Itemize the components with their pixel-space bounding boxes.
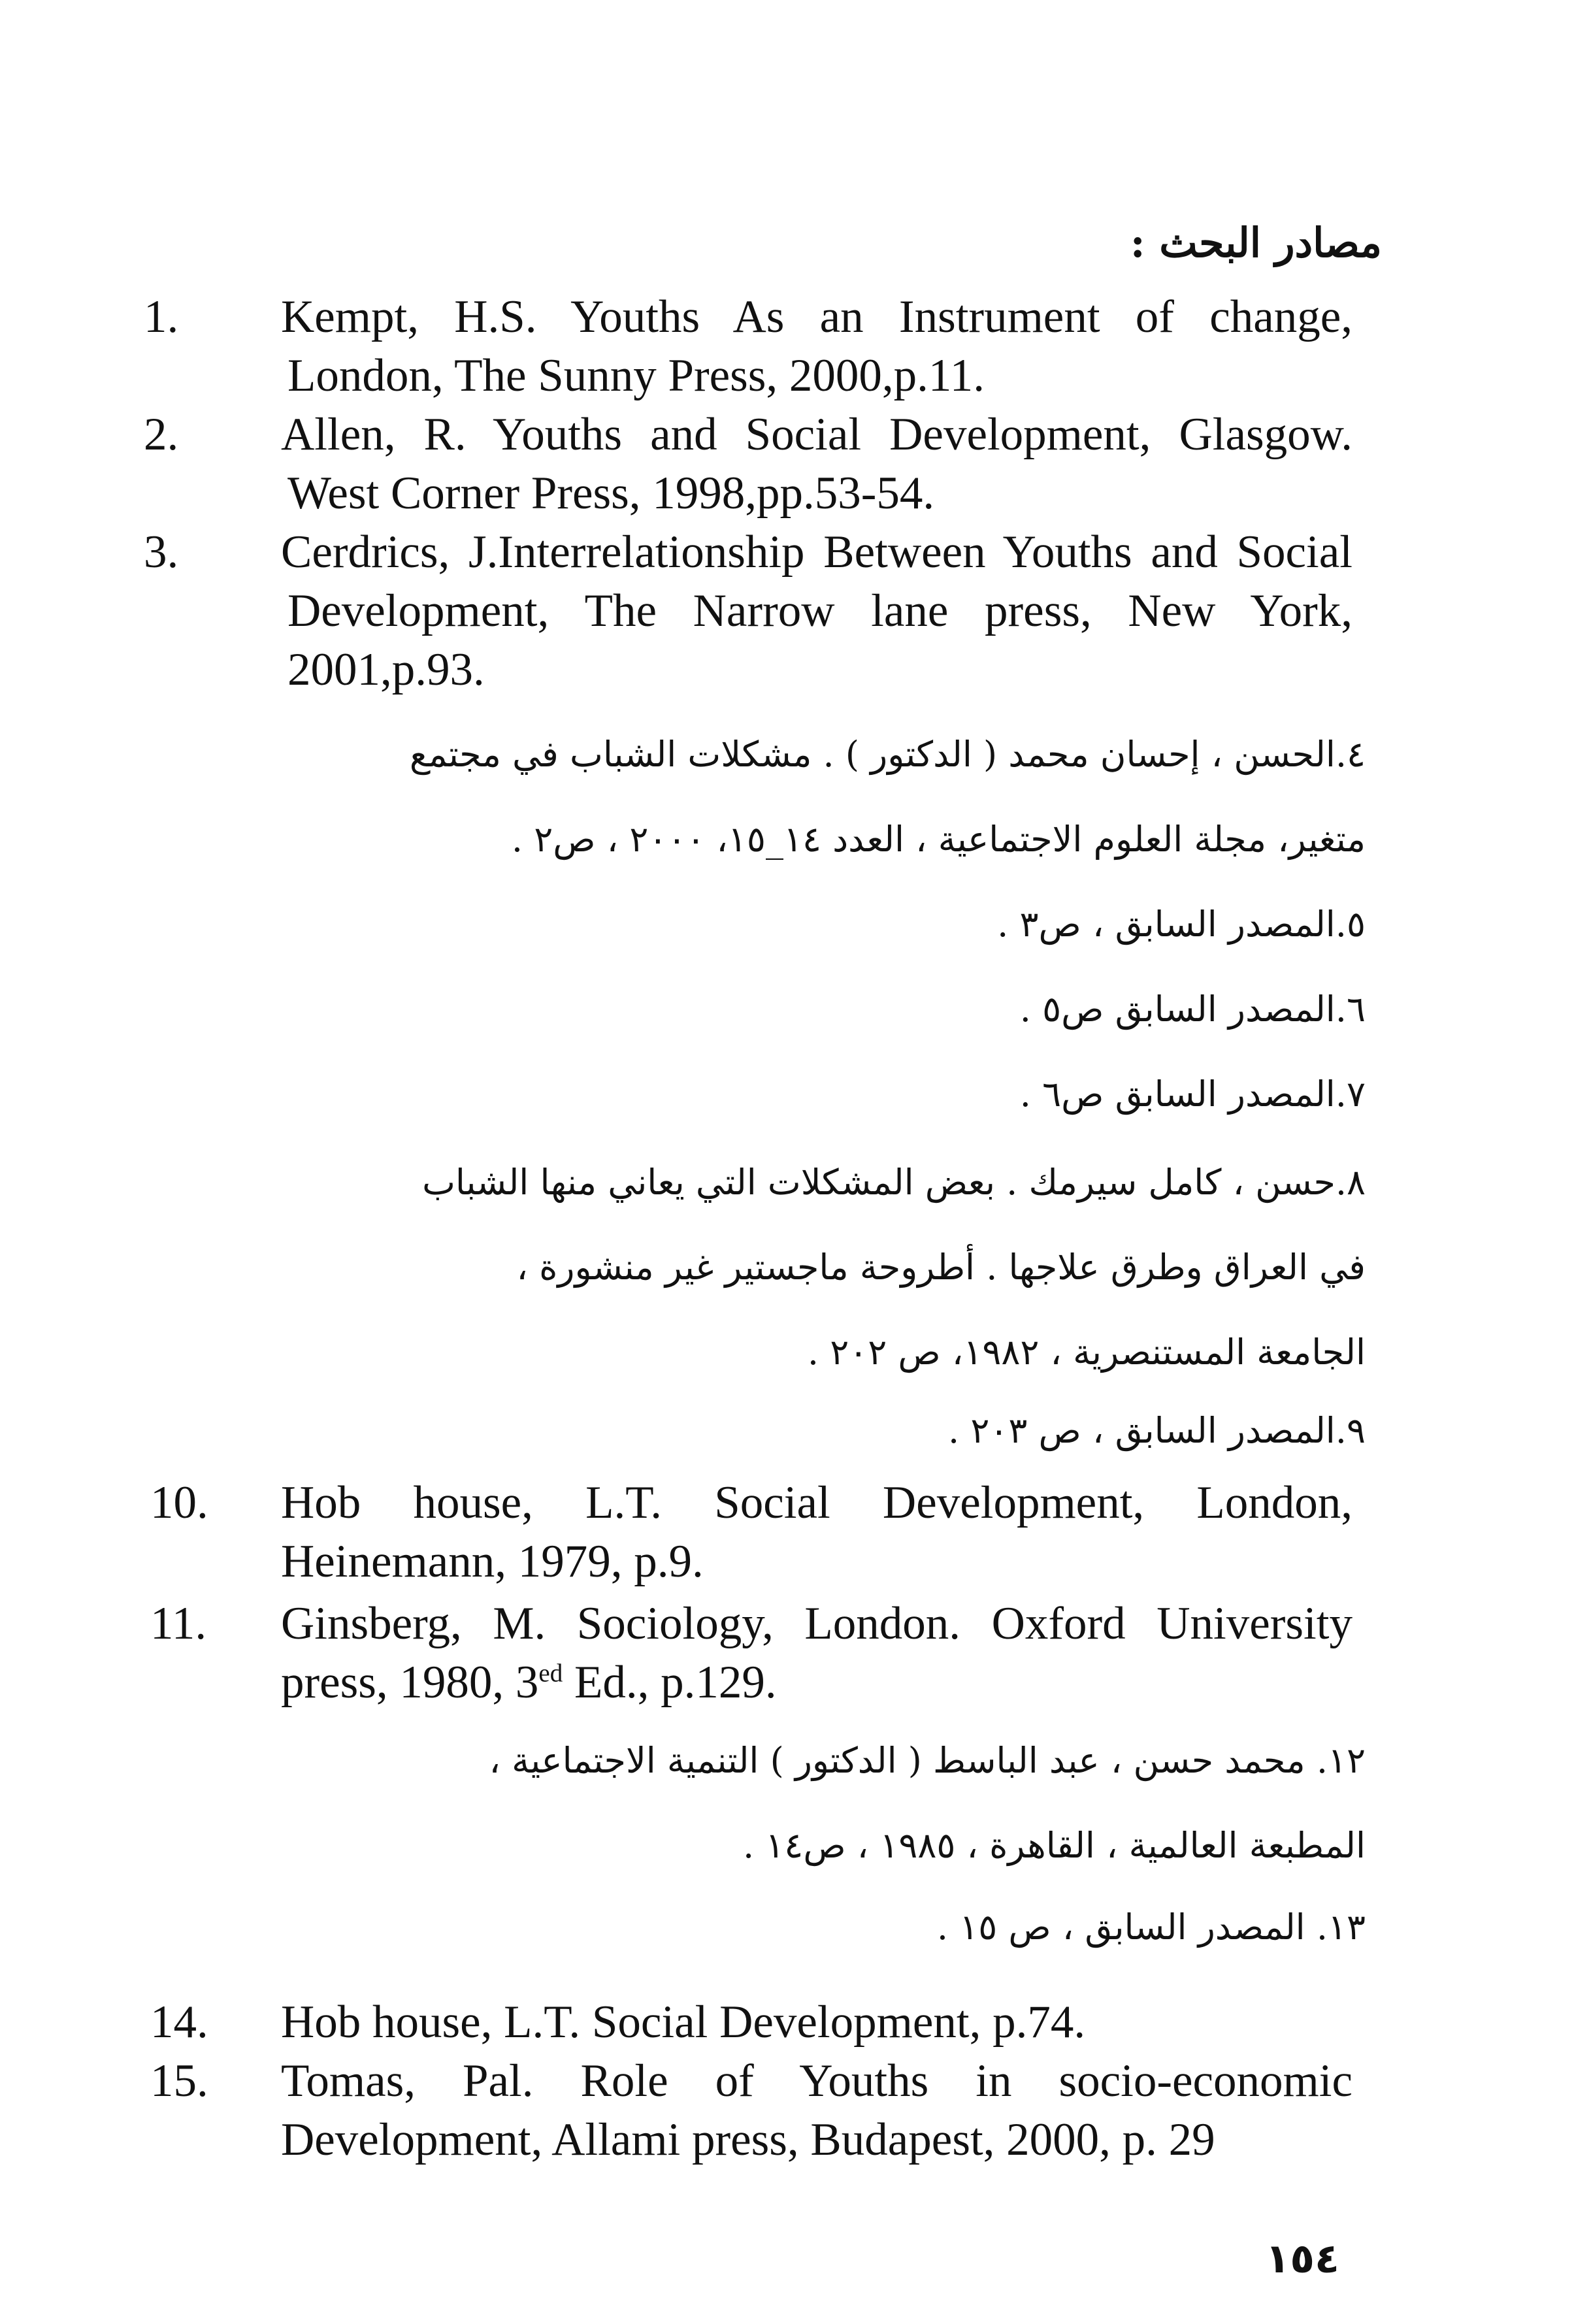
reference-line: ٨.حسن ، كامل سيرمك . بعض المشكلات التي يعاني منها الشباب xyxy=(422,1162,1366,1203)
reference-text: Hob house, L.T. Social Development, London, Heinemann, 1979, p.9. xyxy=(281,1477,1353,1587)
reference-line: ٥.المصدر السابق ، ص٣ . xyxy=(997,904,1366,945)
reference-4 xyxy=(216,712,1366,882)
reference-number: 10. xyxy=(150,1477,208,1528)
reference-10 xyxy=(150,1473,1353,1591)
page-title: مصادر البحث : xyxy=(1130,219,1382,267)
reference-number: 2. xyxy=(144,409,179,460)
reference-text: Cerdrics, J.Interrelationship Between Youths and Social Development, The Narrow lane press, New York, 2001,p.93. xyxy=(281,527,1353,695)
reference-line: متغير، مجلة العلوم الاجتماعية ، العدد ١٤_١٥، ٢٠٠٠ ، ص٢ . xyxy=(511,819,1366,860)
reference-7 xyxy=(216,1052,1366,1137)
reference-text: Kempt, H.S. Youths As an Instrument of change, London, The Sunny Press, 2000,p.11. xyxy=(281,291,1353,401)
reference-line: ٤.الحسن ، إحسان محمد ( الدكتور ) . مشكلات الشباب في مجتمع xyxy=(409,734,1366,775)
reference-9 xyxy=(216,1388,1366,1473)
reference-13 xyxy=(216,1885,1366,1970)
reference-line: المطبعة العالمية ، القاهرة ، ١٩٨٥ ، ص١٤ . xyxy=(742,1825,1366,1866)
reference-number: 1. xyxy=(144,291,179,342)
reference-line: ١٣. المصدر السابق ، ص ١٥ . xyxy=(936,1907,1366,1948)
reference-line: ٧.المصدر السابق ص٦ . xyxy=(1019,1073,1366,1115)
reference-number: 14. xyxy=(150,1997,208,2048)
reference-text: Tomas, Pal. Role of Youths in socio-economic Development, Allami press, Budapest, 2000, p. 29 xyxy=(281,2055,1353,2165)
reference-number: 11. xyxy=(150,1598,207,1649)
reference-line: الجامعة المستنصرية ، ١٩٨٢، ص ٢٠٢ . xyxy=(807,1332,1366,1373)
reference-text: Ginsberg, M. Sociology, London. Oxford University press, 1980, 3 xyxy=(281,1598,1353,1708)
reference-14 xyxy=(150,1993,1353,2052)
reference-1 xyxy=(144,287,1353,405)
reference-2 xyxy=(144,405,1353,523)
reference-8 xyxy=(216,1140,1366,1395)
reference-line: ٦.المصدر السابق ص٥ . xyxy=(1019,989,1366,1030)
reference-number: 3. xyxy=(144,527,179,578)
reference-text: Hob house, L.T. Social Development, p.74. xyxy=(281,1997,1086,2048)
reference-5 xyxy=(216,882,1366,967)
reference-11 xyxy=(150,1594,1353,1712)
page-number: ١٥٤ xyxy=(1265,2234,1339,2282)
reference-6 xyxy=(216,967,1366,1052)
reference-3 xyxy=(144,523,1353,699)
ordinal-superscript: ed xyxy=(538,1659,563,1688)
reference-text: Allen, R. Youths and Social Development, Glasgow. West Corner Press, 1998,pp.53-54. xyxy=(281,409,1353,519)
reference-line: ١٢. محمد حسن ، عبد الباسط ( الدكتور ) التنمية الاجتماعية ، xyxy=(489,1740,1366,1781)
reference-number: 15. xyxy=(150,2055,208,2106)
reference-12 xyxy=(216,1718,1366,1888)
reference-15 xyxy=(150,2052,1353,2169)
reference-text-end: Ed., p.129. xyxy=(563,1657,777,1708)
reference-line: في العراق وطرق علاجها . أطروحة ماجستير غير منشورة ، xyxy=(516,1247,1366,1288)
reference-line: ٩.المصدر السابق ، ص ٢٠٣ . xyxy=(948,1410,1366,1451)
